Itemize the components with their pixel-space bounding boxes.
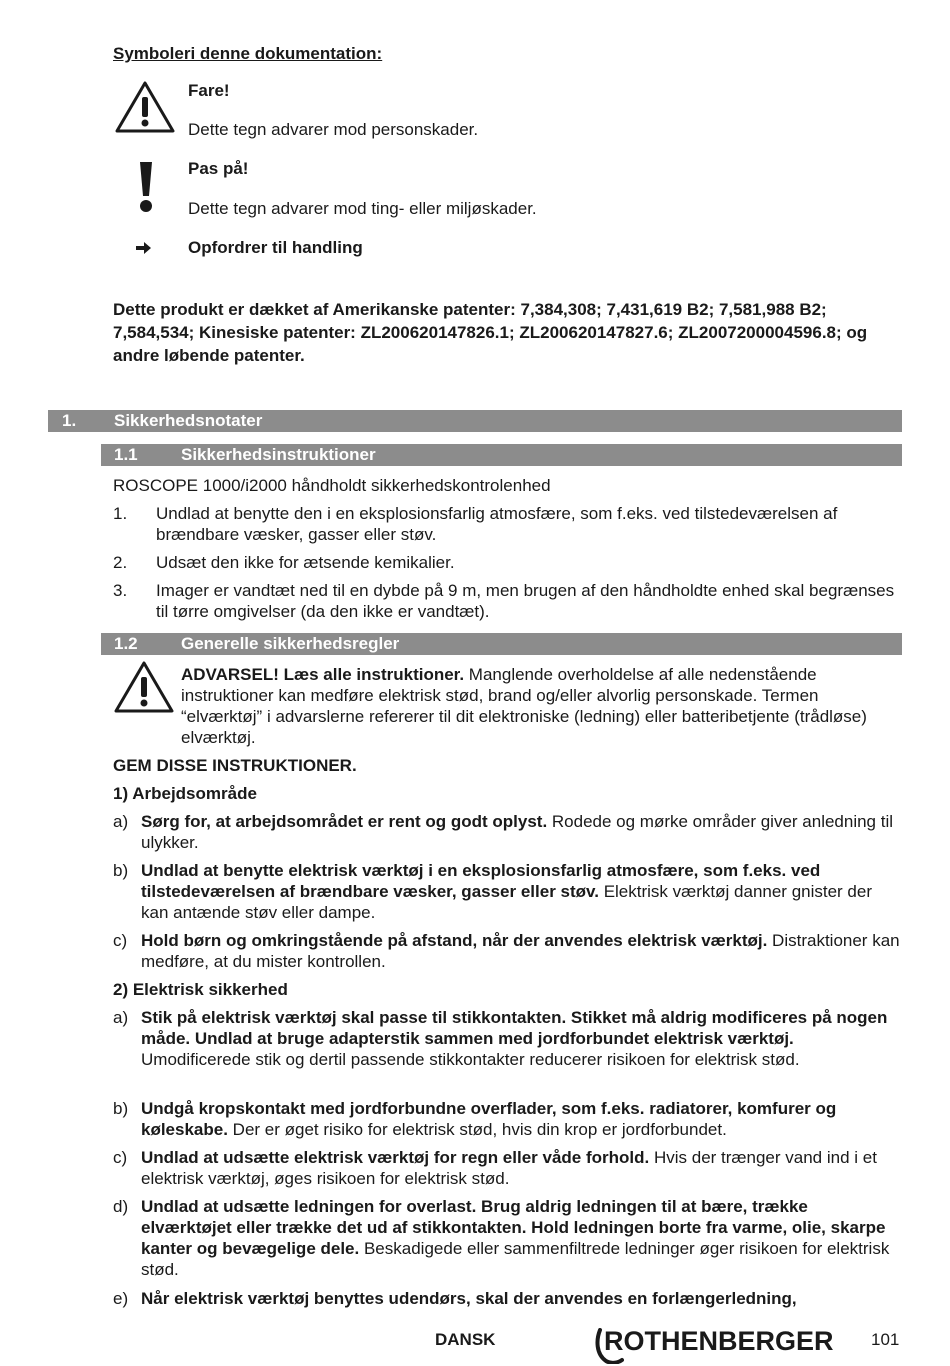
- arrow-right-icon: [135, 240, 153, 256]
- list-item-letter: d): [113, 1197, 129, 1216]
- item-text: Beskadigede eller sammenfiltrede ledninger øger risikoen for elektrisk stød.: [141, 1239, 890, 1279]
- warning-triangle-icon: [114, 80, 176, 134]
- brand-logo: ROTHENBERGER: [604, 1326, 834, 1356]
- section-1-2-heading: [101, 633, 902, 655]
- list-item: [141, 1098, 903, 1140]
- list-item: Undlad at benytte den i en eksplosionsfarlig atmosfære, som f.eks. ved tilstedeværelsen af brændbare væsker, gasser eller støv.: [156, 504, 838, 544]
- section-1-heading: [48, 410, 902, 432]
- section-1-number: 1.: [62, 411, 77, 430]
- item-bold: Undlad at udsætte ledningen for overlast. Brug aldrig ledningen til at bære, trække elværktøjet eller trække det ud af stikkontakten. Hold ledningen borte fra varme, olie, skarpe kanter og bevægelige dele.: [141, 1197, 886, 1258]
- section-1-2-title: Generelle sikkerhedsregler: [181, 634, 400, 653]
- list-item: [141, 860, 903, 923]
- list-item: [141, 1147, 903, 1189]
- general-warning-text: Manglende overholdelse af alle nedenstående instruktioner kan medføre elektrisk stød, brand og/eller alvorlig personskade. Termen “elværktøj” i advarslerne refererer til dit elektroniske (ledning) eller batteribetjente (trådløse) elværktøj.: [181, 665, 867, 747]
- list-item-letter: c): [113, 931, 128, 950]
- list-item: [141, 930, 903, 972]
- save-instructions: GEM DISSE INSTRUKTIONER.: [113, 756, 357, 775]
- subheading-electrical-safety: 2) Elektrisk sikkerhed: [113, 980, 288, 999]
- list-item: [141, 1007, 903, 1070]
- footer-language: DANSK: [435, 1330, 496, 1349]
- subheading-work-area: 1) Arbejdsområde: [113, 784, 257, 803]
- page-number: 101: [871, 1330, 900, 1349]
- patent-notice: Dette produkt er dækket af Amerikanske patenter: 7,384,308; 7,431,619 B2; 7,581,988 B2; 7,584,534; Kinesiske patenter: ZL200620147826.1; ZL200620147827.6; ZL2007200004596.8; og andre løbende patenter.: [113, 300, 868, 365]
- item-bold: Undlad at benytte elektrisk værktøj i en eksplosionsfarlig atmosfære, som f.eks. ved tilstedeværelsen af brændbare væsker, gasser eller støv.: [141, 861, 821, 901]
- list-item-letter: a): [113, 812, 129, 831]
- section-1-1-heading: [101, 444, 902, 466]
- exclamation-icon: [134, 160, 158, 214]
- warning-triangle-icon: [113, 660, 175, 714]
- danger-title: Fare!: [188, 81, 230, 100]
- list-item-letter: e): [113, 1289, 129, 1308]
- danger-text: Dette tegn advarer mod personskader.: [188, 120, 479, 139]
- section-1-1-number: 1.1: [114, 445, 138, 464]
- item-text: Der er øget risiko for elektrisk stød, hvis din krop er jordforbundet.: [227, 1120, 727, 1139]
- item-bold: Sørg for, at arbejdsområdet er rent og godt oplyst.: [141, 812, 548, 831]
- item-bold: Hold børn og omkringstående på afstand, når der anvendes elektrisk værktøj.: [141, 931, 768, 950]
- section-1-1-intro: ROSCOPE 1000/i2000 håndholdt sikkerhedskontrolenhed: [113, 476, 551, 495]
- item-text: Hvis der trænger vand ind i et elektrisk værktøj, øges risikoen for elektrisk stød.: [141, 1148, 877, 1188]
- list-item: [141, 1288, 903, 1309]
- list-item-letter: b): [113, 1099, 129, 1118]
- item-bold: Undlad at udsætte elektrisk værktøj for regn eller våde forhold.: [141, 1148, 650, 1167]
- list-item-letter: b): [113, 861, 129, 880]
- item-text: Rodede og mørke områder giver anledning til ulykker.: [141, 812, 894, 852]
- item-text: Distraktioner kan medføre, at du mister kontrollen.: [141, 931, 900, 971]
- section-1-2-number: 1.2: [114, 634, 138, 653]
- list-item-letter: c): [113, 1148, 128, 1167]
- action-text: Opfordrer til handling: [188, 238, 363, 257]
- list-item: Imager er vandtæt ned til en dybde på 9 m, men brugen af den håndholdte enhed skal begrænses til tørre omgivelser (da den ikke er vandtæt).: [156, 581, 895, 621]
- general-warning-bold: ADVARSEL! Læs alle instruktioner.: [181, 665, 465, 684]
- section-1-title: Sikkerhedsnotater: [114, 411, 263, 430]
- item-text: Elektrisk værktøj danner gnister der kan antænde støv eller dampe.: [141, 882, 873, 922]
- list-item: [141, 811, 903, 853]
- list-item-number: 2.: [113, 553, 128, 572]
- item-bold: Når elektrisk værktøj benyttes udendørs, skal der anvendes en forlængerledning,: [141, 1289, 797, 1308]
- list-item: [141, 1196, 903, 1280]
- list-item: Udsæt den ikke for ætsende kemikalier.: [156, 553, 455, 572]
- caution-title: Pas på!: [188, 159, 249, 178]
- section-1-1-title: Sikkerhedsinstruktioner: [181, 445, 376, 464]
- item-bold: Stik på elektrisk værktøj skal passe til stikkontakten. Stikket må aldrig modificeres på nogen måde. Undlad at bruge adapterstik sammen med jordforbundet elektrisk værktøj.: [141, 1008, 888, 1048]
- item-text: Umodificerede stik og dertil passende stikkontakter reducerer risikoen for elektrisk stød.: [141, 1050, 800, 1069]
- general-warning: [181, 664, 903, 748]
- item-bold: Undgå kropskontakt med jordforbundne overflader, som f.eks. radiatorer, komfurer og køleskabe.: [141, 1099, 837, 1139]
- list-item-number: 1.: [113, 504, 128, 523]
- list-item-letter: a): [113, 1008, 129, 1027]
- list-item-number: 3.: [113, 581, 128, 600]
- caution-text: Dette tegn advarer mod ting- eller miljøskader.: [188, 199, 537, 218]
- symbols-title: Symboleri denne dokumentation:: [113, 44, 383, 63]
